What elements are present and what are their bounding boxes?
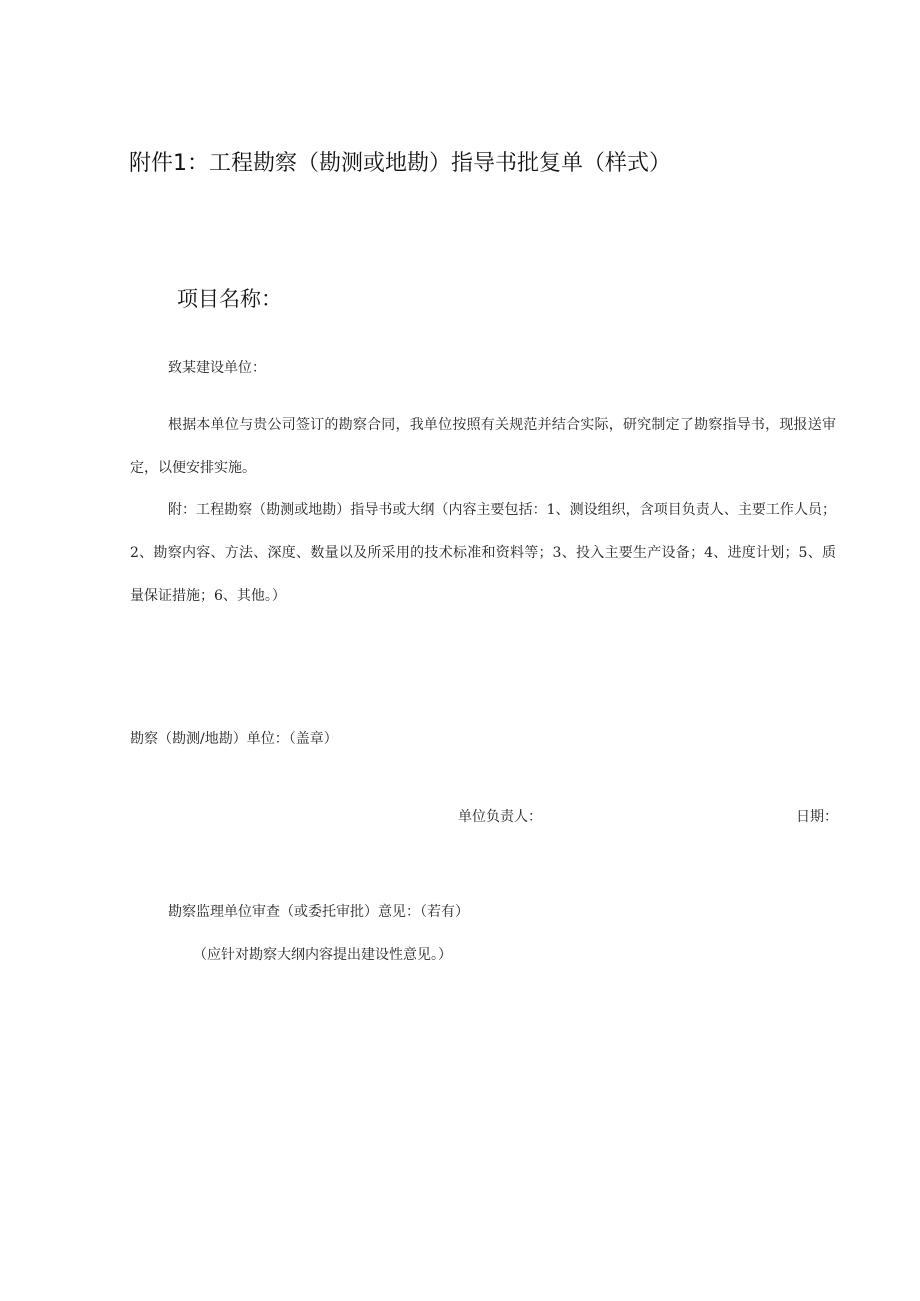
document-title: 附件1：工程勘察（勘测或地勘）指导书批复单（样式） xyxy=(129,151,671,176)
signing-unit-label: 勘察（勘测/地勘）单位：（盖章） xyxy=(130,731,338,747)
date-label: 日期： xyxy=(796,809,838,825)
main-paragraph: 根据本单位与贵公司签订的勘察合同，我单位按照有关规范并结合实际，研究制定了勘察指导书，现报送审定，以便安排实施。 xyxy=(130,417,836,476)
addressee: 致某建设单位： xyxy=(168,360,266,376)
review-opinion-label: 勘察监理单位审查（或委托审批）意见：（若有） xyxy=(168,904,469,920)
attachment-paragraph: 附：工程勘察（勘测或地勘）指导书或大纲（内容主要包括：1、测设组织，含项目负责人、主要工作人员；2、勘察内容、方法、深度、数量以及所采用的技术标准和资料等；3、投入主要生产设备；4、进度计划；5、质量保证措施；6、其他。） xyxy=(130,502,836,604)
project-name-label: 项目名称： xyxy=(177,287,282,311)
responsible-person-label: 单位负责人： xyxy=(458,809,542,825)
review-opinion-note: （应针对勘察大纲内容提出建设性意见。） xyxy=(193,947,452,963)
